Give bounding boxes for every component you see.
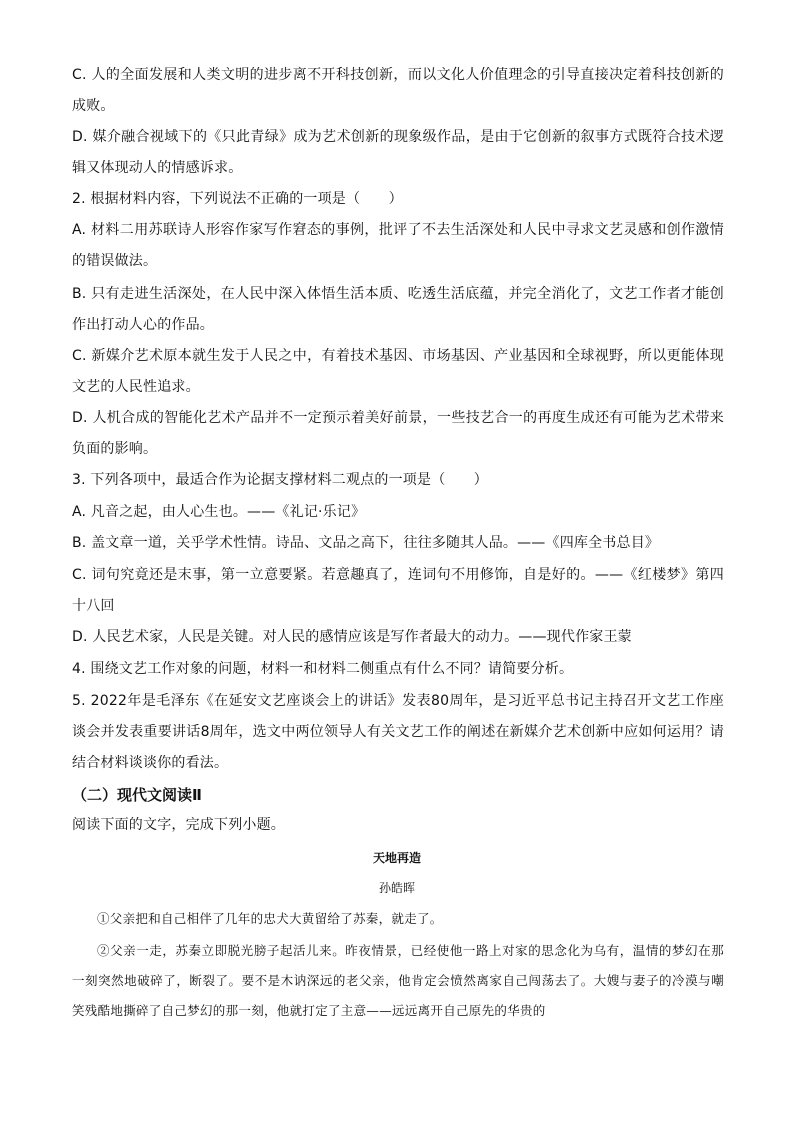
q3-option-c: C. 词句究竟还是末事，第一立意要紧。若意趣真了，连词句不用修饰，自是好的。——《红楼梦》第四十八回 [72,567,724,614]
q1-option-c: C. 人的全面发展和人类文明的进步离不开科技创新，而以文化人价值理念的引导直接决定着科技创新的成败。 [72,67,724,114]
q5-stem: 5. 2022年是毛泽东《在延安文艺座谈会上的讲话》发表80周年，是习近平总书记主持召开文艺工作座谈会并发表重要讲话8周年，选文中两位领导人有关文艺工作的阐述在新媒介艺术创新中应如何运用？请结合材料谈谈你的看法。 [72,693,724,771]
q3-option-b: B. 盖文章一道，关乎学术性情。诗品、文品之高下，往往多随其人品。——《四库全书总目》 [72,535,660,551]
story-author: 孙皓晖 [378,881,415,895]
q4-stem: 4. 围绕文艺工作对象的问题，材料一和材料二侧重点有什么不同？请简要分析。 [72,661,574,677]
q2-option-b: B. 只有走进生活深处，在人民中深入体悟生活本质、吃透生活底蕴，并完全消化了，文艺工作者才能创作出打动人心的作品。 [72,286,724,333]
section-heading: （二）现代文阅读Ⅱ [72,786,202,804]
section-instruction: 阅读下面的文字，完成下列小题。 [72,817,285,833]
story-paragraph-1: ①父亲把和自己相伴了几年的忠犬大黄留给了苏秦，就走了。 [97,911,443,926]
q2-stem: 2. 根据材料内容，下列说法不正确的一项是（ ） [72,191,403,207]
q2-option-a: A. 材料二用苏联诗人形容作家写作窘态的事例，批评了不去生活深处和人民中寻求文艺灵感和创作激情的错误做法。 [72,222,724,269]
q2-option-d: D. 人机合成的智能化艺术产品并不一定预示着美好前景，一些技艺合一的再度生成还有可能为艺术带来负面的影响。 [72,410,724,457]
q1-option-d: D. 媒介融合视域下的《只此青绿》成为艺术创新的现象级作品，是由于它创新的叙事方式既符合技术逻辑又体现动人的情感诉求。 [72,129,724,176]
q2-option-c: C. 新媒介艺术原本就生发于人民之中，有着技术基因、市场基因、产业基因和全球视野，所以更能体现文艺的人民性追求。 [72,348,724,395]
q3-option-d: D. 人民艺术家，人民是关键。对人民的感情应该是写作者最大的动力。——现代作家王蒙 [72,629,632,645]
q3-option-a: A. 凡音之起，由人心生也。——《礼记·乐记》 [72,504,366,520]
story-paragraph-2: ②父亲一走，苏秦立即脱光膀子起活儿来。昨夜情景，已经使他一路上对家的思念化为乌有，温情的梦幻在那一刻突然地破碎了，断裂了。要不是木讷深远的老父亲，他肯定会愤然离家自己闯荡去了。大嫂与妻子的冷漠与嘲笑残酷地撕碎了自己梦幻的那一刻，他就打定了主意——远远离开自己原先的华贵的 [72,943,724,1018]
story-title: 天地再造 [372,851,421,865]
q3-stem: 3. 下列各项中，最适合作为论据支撑材料二观点的一项是（ ） [72,472,489,488]
